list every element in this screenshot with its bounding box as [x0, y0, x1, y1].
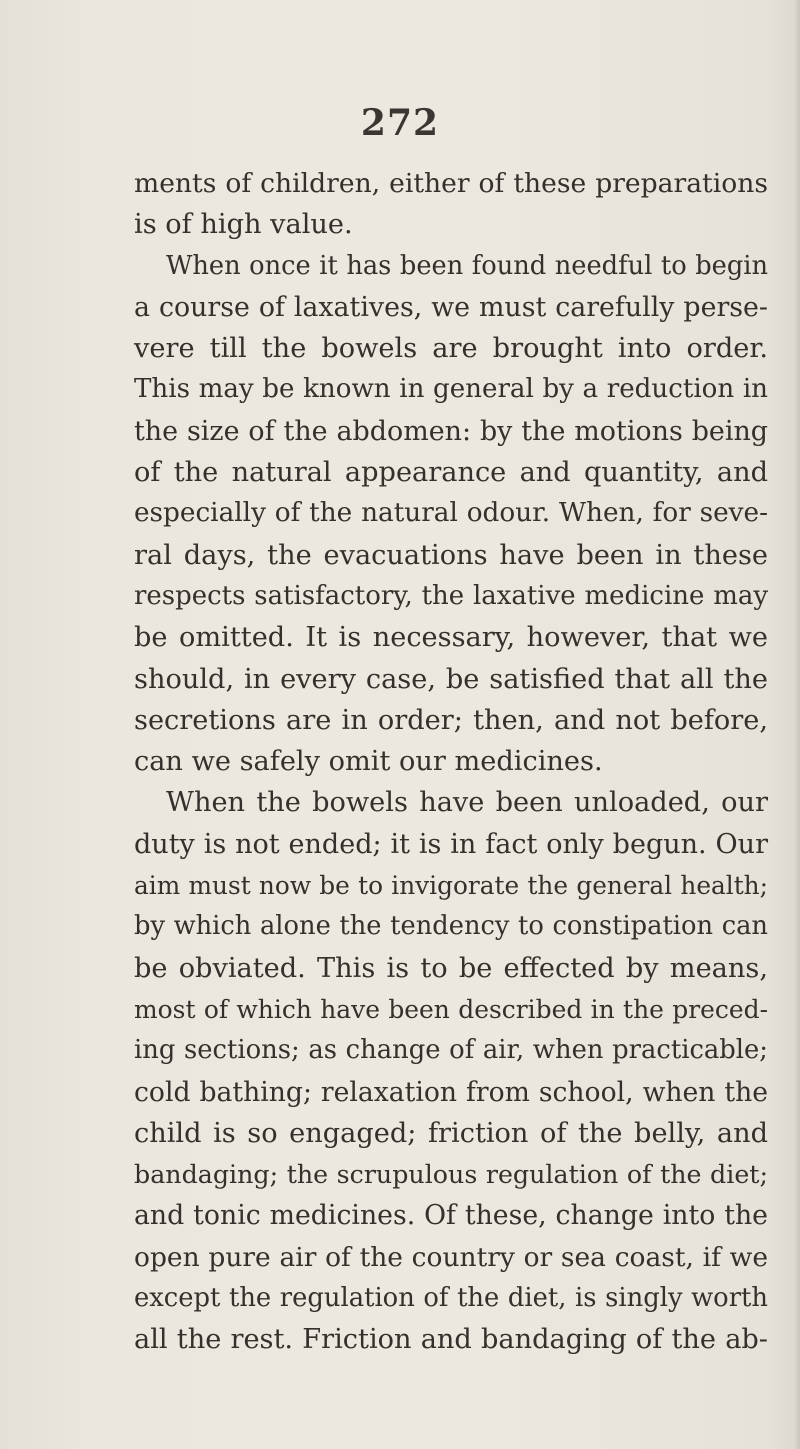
page-edge-shadow [794, 0, 800, 1449]
text-line: most of which have been described in the preced- [134, 994, 768, 1024]
text-line: and tonic medicines. Of these, change into the [134, 1200, 768, 1232]
text-line: When once it has been found needful to begin [166, 250, 768, 281]
text-line: bandaging; the scrupulous regulation of the diet; [134, 1160, 768, 1190]
text-line: all the rest. Friction and bandaging of the ab- [134, 1324, 768, 1356]
text-line: cold bathing; relaxation from school, when the [134, 1076, 768, 1108]
text-line: the size of the abdomen: by the motions being [134, 415, 768, 447]
text-line: aim must now be to invigorate the general health; [134, 871, 768, 901]
text-line: vere till the bowels are brought into order. [134, 333, 768, 365]
text-line: by which alone the tendency to constipation can [134, 911, 768, 942]
text-line: should, in every case, be satisfied that all the [134, 663, 768, 695]
text-line: be obviated. This is to be effected by means, [134, 952, 768, 984]
text-line: duty is not ended; it is in fact only begun. Our [134, 828, 768, 860]
text-line: When the bowels have been unloaded, our [166, 787, 768, 819]
text-line: a course of laxatives, we must carefully perse- [134, 291, 768, 323]
text-line: child is so engaged; friction of the belly, and [134, 1117, 768, 1149]
text-line: except the regulation of the diet, is singly worth [134, 1283, 768, 1314]
text-line: can we safely omit our medicines. [134, 746, 603, 778]
text-line: of the natural appearance and quantity, and [134, 457, 768, 489]
text-line: ral days, the evacuations have been in these [134, 539, 768, 571]
text-line: This may be known in general by a reduction in [134, 374, 768, 405]
body-text [134, 163, 768, 1361]
text-line: open pure air of the country or sea coast, if we [134, 1241, 768, 1273]
text-line: ing sections; as change of air, when practicable; [134, 1035, 768, 1066]
text-line: especially of the natural odour. When, for seve- [134, 498, 768, 529]
text-line: be omitted. It is necessary, however, that we [134, 622, 768, 654]
text-line: secretions are in order; then, and not before, [134, 704, 768, 736]
text-line: is of high value. [134, 209, 353, 241]
text-line: respects satisfactory, the laxative medicine may [134, 580, 768, 611]
page-number: 272 [360, 102, 440, 144]
text-line: ments of children, either of these preparations [134, 168, 768, 199]
